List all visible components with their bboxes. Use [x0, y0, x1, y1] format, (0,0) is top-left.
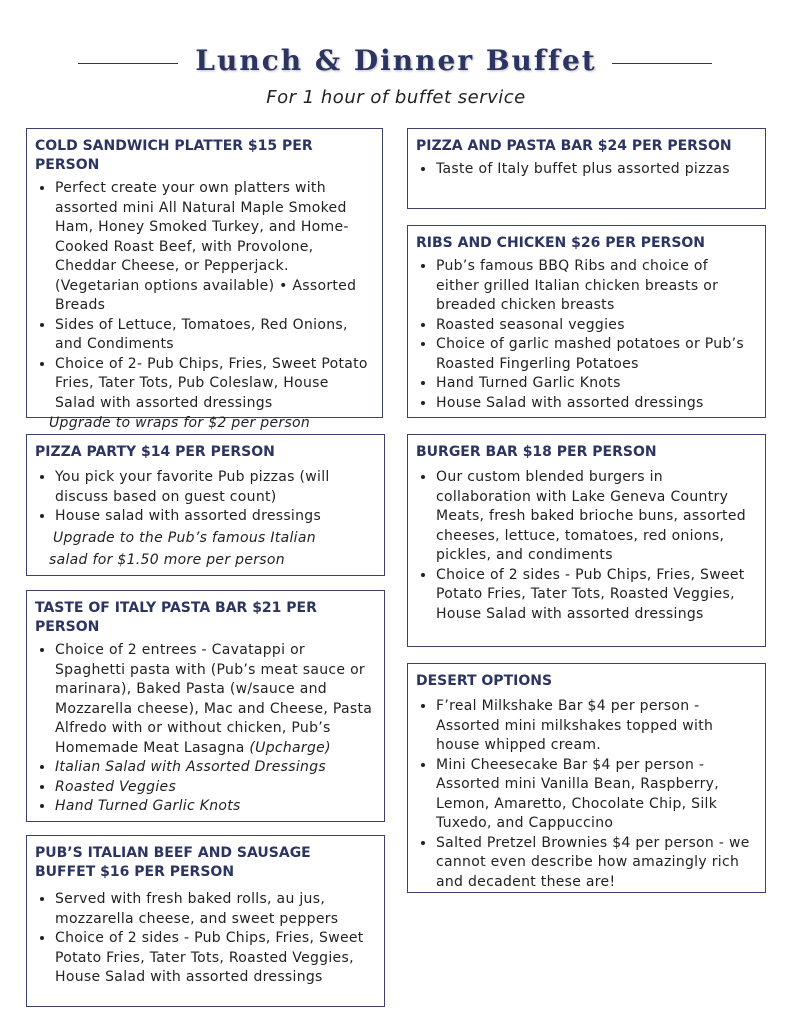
list-item: • Roasted Veggies [55, 778, 374, 798]
burger-bar-title: BURGER BAR $18 PER PERSON [416, 444, 657, 460]
list-item: • Choice of 2- Pub Chips, Fries, Sweet Potato Fries, Tater Tots, Pub Coleslaw, House Salad with assorted dressings [55, 355, 372, 414]
taste-of-italy-section [26, 590, 385, 822]
italian-beef-list [35, 890, 374, 988]
cold-sandwich-title: COLD SANDWICH PLATTER $15 PER PERSON [35, 138, 313, 173]
list-item: • Perfect create your own platters with assorted mini All Natural Maple Smoked Ham, Honey Smoked Turkey, and Home-Cooked Roast Beef, with Provolone, Cheddar Cheese, or Pepperjack. (Vegetarian options available) • Assorted Breads [55, 179, 372, 316]
entree-choices: Choice of 2 entrees - Cavatappi or Spaghetti pasta with (Pub’s meat sauce or marinara), Baked Pasta (w/sauce and Mozzarella cheese), Mac and Cheese, Pasta Alfredo with or without chicken, Pub’s Homemade Meat Lasagna [55, 642, 373, 756]
list-item: • Pub’s famous BBQ Ribs and choice of either grilled Italian chicken breasts or breaded chicken breasts [436, 257, 755, 316]
cold-sandwich-list [35, 179, 372, 413]
list-item: • You pick your favorite Pub pizzas (will discuss based on guest count) [55, 468, 374, 507]
upcharge-note: (Upcharge) [249, 739, 331, 756]
list-item: • Choice of garlic mashed potatoes or Pub’s Roasted Fingerling Potatoes [436, 335, 755, 374]
list-item [55, 641, 374, 758]
ribs-chicken-section [407, 225, 766, 418]
pizza-party-upgrade-note-1: Upgrade to the Pub’s famous Italian [53, 529, 316, 546]
list-item: • Served with fresh baked rolls, au jus, mozzarella cheese, and sweet peppers [55, 890, 374, 929]
cold-sandwich-section [26, 128, 383, 431]
page-subtitle: For 1 hour of buffet service [266, 87, 526, 108]
taste-of-italy-title: TASTE OF ITALY PASTA BAR $21 PER PERSON [35, 600, 317, 635]
ribs-chicken-list [416, 257, 755, 413]
page-title-wrap [0, 44, 792, 77]
list-item: • Hand Turned Garlic Knots [55, 797, 374, 817]
list-item: • Choice of 2 sides - Pub Chips, Fries, Sweet Potato Fries, Tater Tots, Roasted Veggies, House Salad with assorted dressings [55, 929, 374, 988]
page-title: Lunch & Dinner Buffet [195, 44, 597, 77]
pizza-party-list [35, 468, 374, 527]
burger-bar-section [407, 434, 766, 647]
taste-of-italy-list [35, 641, 374, 817]
italian-beef-title: PUB’S ITALIAN BEEF AND SAUSAGE BUFFET $16 PER PERSON [35, 845, 311, 880]
italian-beef-section [26, 835, 385, 1007]
list-item: • F’real Milkshake Bar $4 per person - Assorted mini milkshakes topped with house whipped cream. [436, 697, 755, 756]
list-item: • Roasted seasonal veggies [436, 316, 755, 336]
pizza-pasta-list [416, 160, 755, 180]
list-item: • Hand Turned Garlic Knots [436, 374, 755, 394]
list-item: • Sides of Lettuce, Tomatoes, Red Onions, and Condiments [55, 316, 372, 355]
ribs-chicken-title: RIBS AND CHICKEN $26 PER PERSON [416, 235, 706, 251]
desert-options-section [407, 663, 766, 893]
list-item: • Our custom blended burgers in collaboration with Lake Geneva Country Meats, fresh baked brioche buns, assorted cheeses, lettuce, tomatoes, red onions, pickles, and condiments [436, 468, 755, 566]
pizza-party-upgrade-note-2: salad for $1.50 more per person [49, 551, 285, 568]
desert-options-list [416, 697, 755, 892]
pizza-pasta-title: PIZZA AND PASTA BAR $24 PER PERSON [416, 138, 732, 154]
burger-bar-list [416, 468, 755, 624]
list-item: • House Salad with assorted dressings [436, 394, 755, 414]
list-item: • Taste of Italy buffet plus assorted pizzas [436, 160, 755, 180]
list-item: • Italian Salad with Assorted Dressings [55, 758, 374, 778]
desert-options-title: DESERT OPTIONS [416, 673, 553, 689]
list-item: • House salad with assorted dressings [55, 507, 374, 527]
list-item: • Salted Pretzel Brownies $4 per person - we cannot even describe how amazingly rich and decadent these are! [436, 834, 755, 893]
list-item: • Choice of 2 sides - Pub Chips, Fries, Sweet Potato Fries, Tater Tots, Roasted Veggies, House Salad with assorted dressings [436, 566, 755, 625]
cold-sandwich-upgrade-note: Upgrade to wraps for $2 per person [49, 415, 311, 431]
pizza-party-title: PIZZA PARTY $14 PER PERSON [35, 444, 275, 460]
list-item: • Mini Cheesecake Bar $4 per person - Assorted mini Vanilla Bean, Raspberry, Lemon, Amaretto, Chocolate Chip, Silk Tuxedo, and Cappuccino [436, 756, 755, 834]
pizza-pasta-section [407, 128, 766, 209]
pizza-party-section [26, 434, 385, 576]
